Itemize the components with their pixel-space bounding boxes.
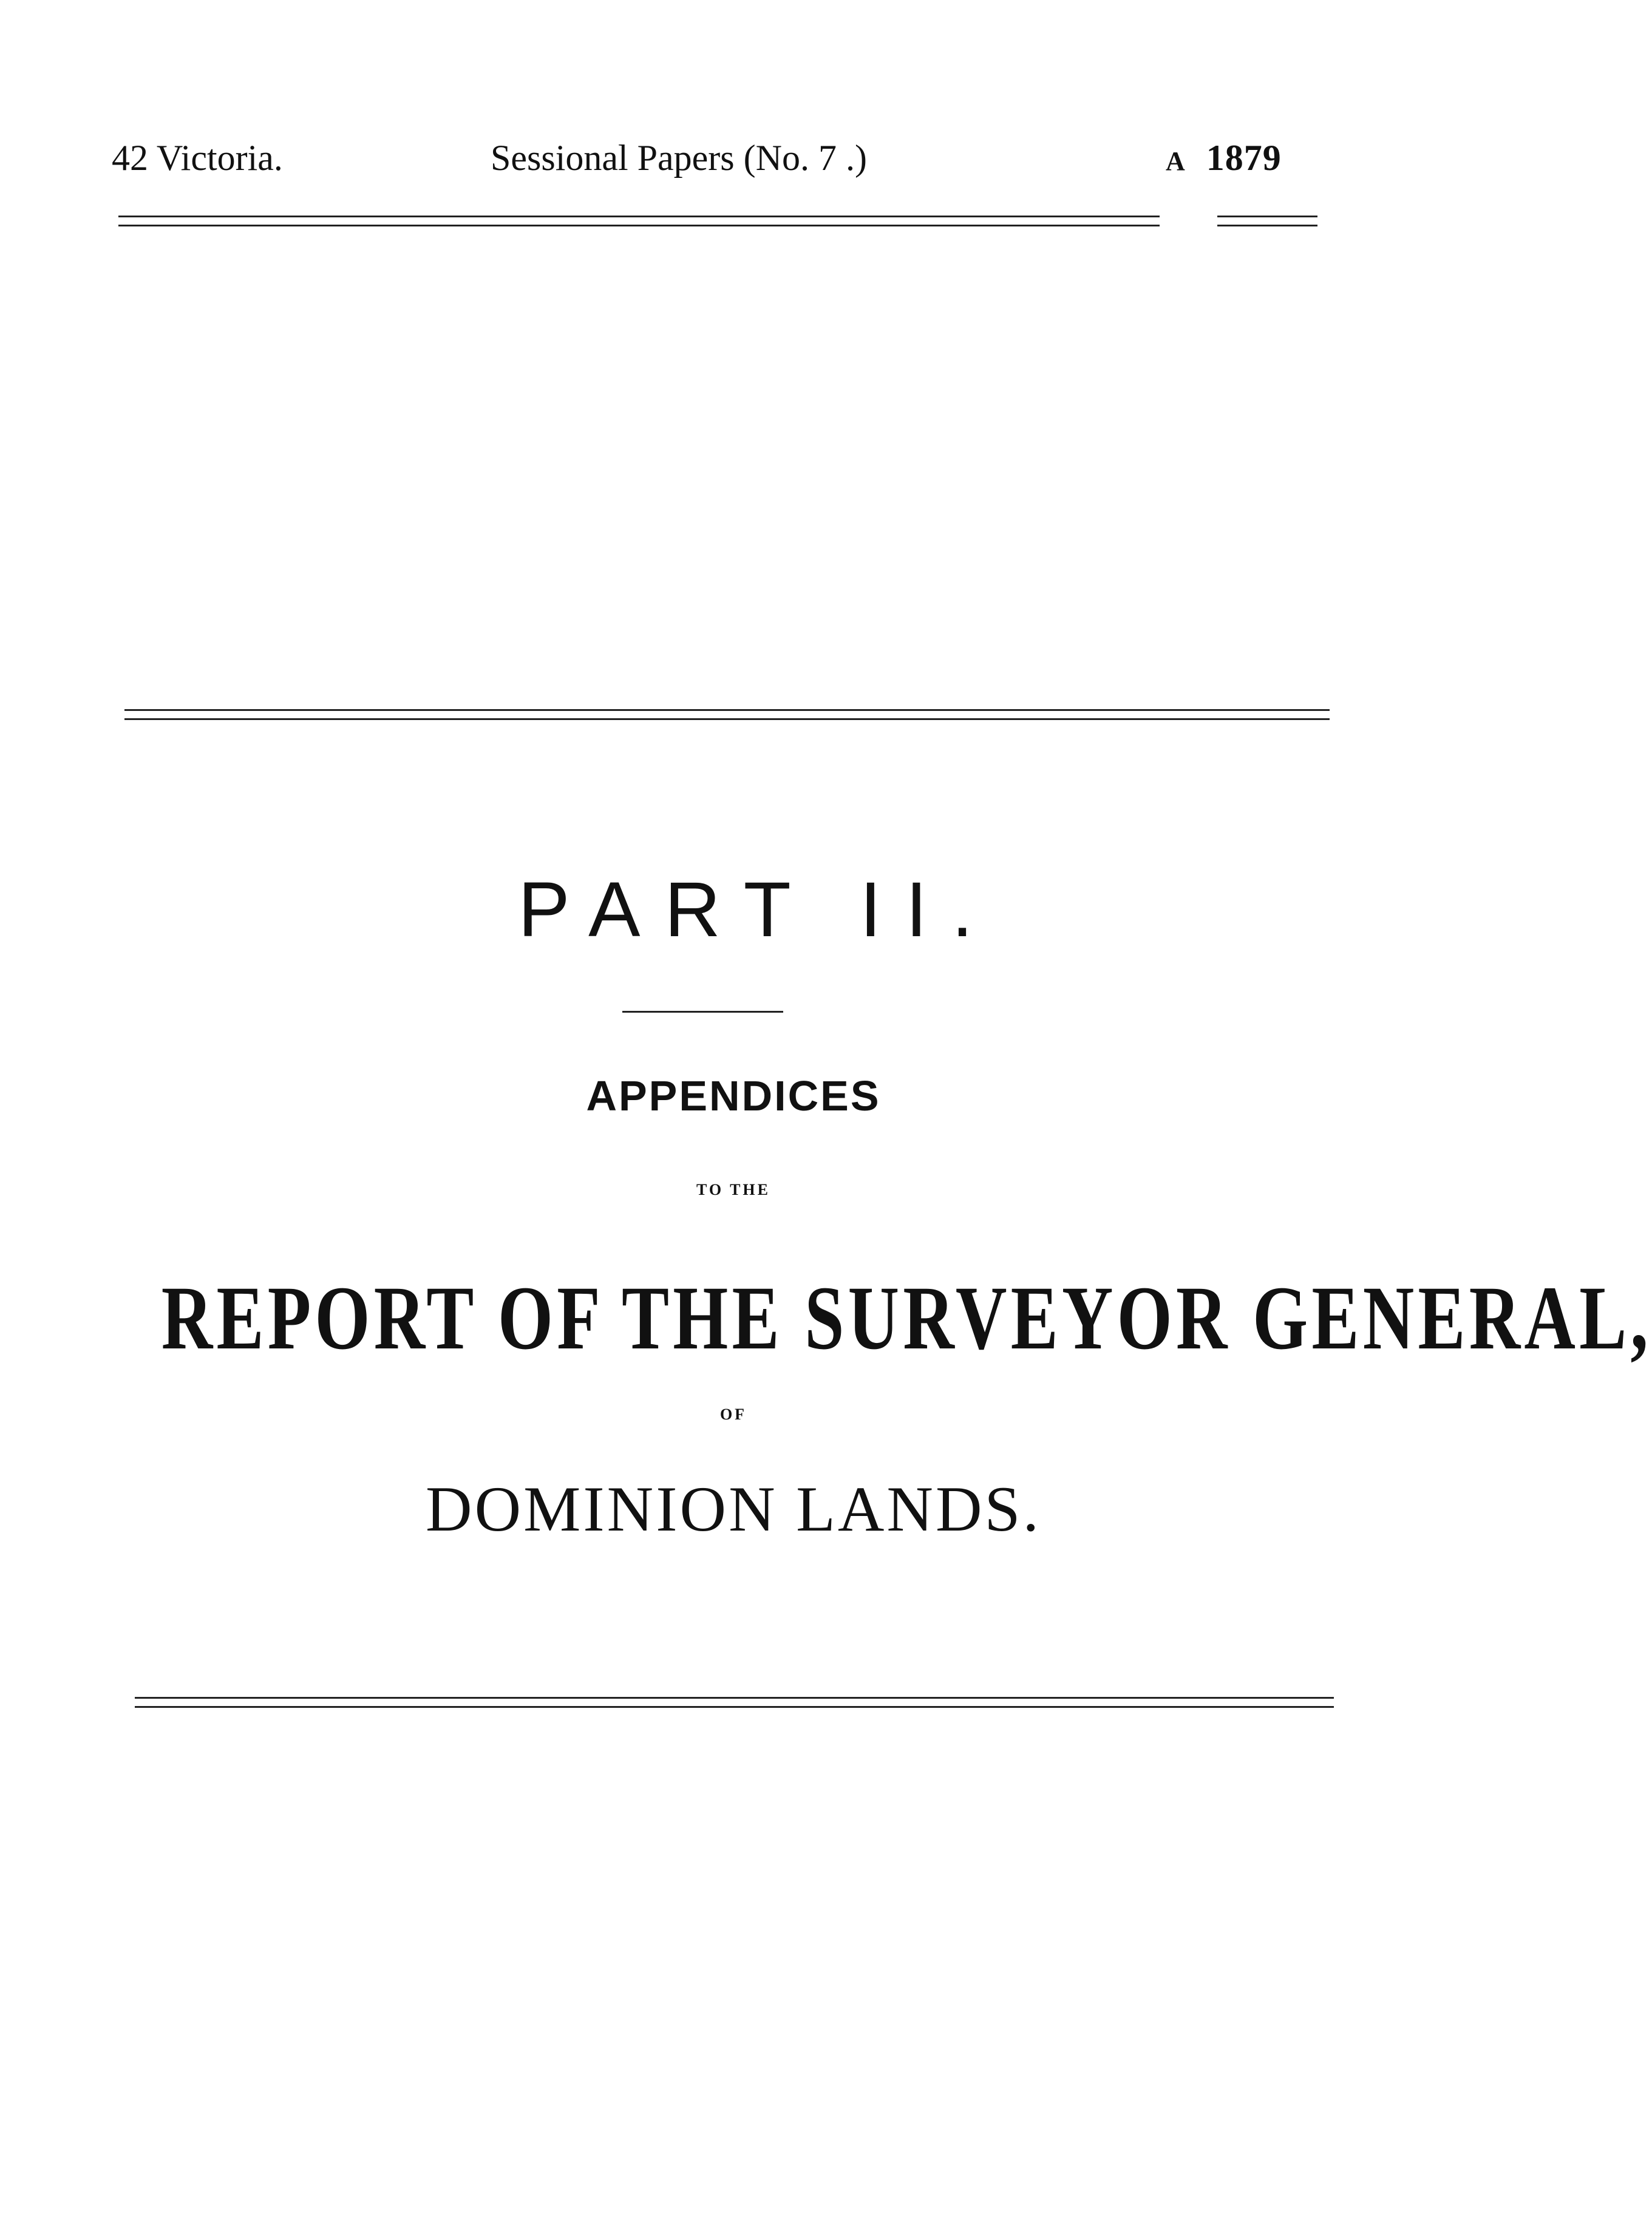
part-title: PART II.	[518, 866, 998, 953]
short-divider	[622, 1011, 783, 1013]
of-connector: OF	[719, 1405, 747, 1423]
header-rule	[118, 216, 1160, 226]
dominion-lands-title: DOMINION LANDS.	[426, 1473, 1041, 1545]
to-the-connector: TO THE	[696, 1181, 771, 1198]
appendices-heading: APPENDICES	[586, 1072, 881, 1120]
section-rule-bottom	[135, 1697, 1334, 1708]
header-year-block	[1166, 137, 1282, 183]
header-session: 42 Victoria.	[112, 138, 283, 178]
header-series-letter: A	[1166, 146, 1186, 176]
header-sessional-papers: Sessional Papers (No. 7 .)	[491, 138, 867, 178]
header-rule-right	[1217, 216, 1317, 226]
report-title: REPORT OF THE SURVEYOR GENERAL,	[161, 1268, 1652, 1368]
header-year: 1879	[1206, 138, 1282, 178]
section-rule-top	[124, 709, 1330, 720]
